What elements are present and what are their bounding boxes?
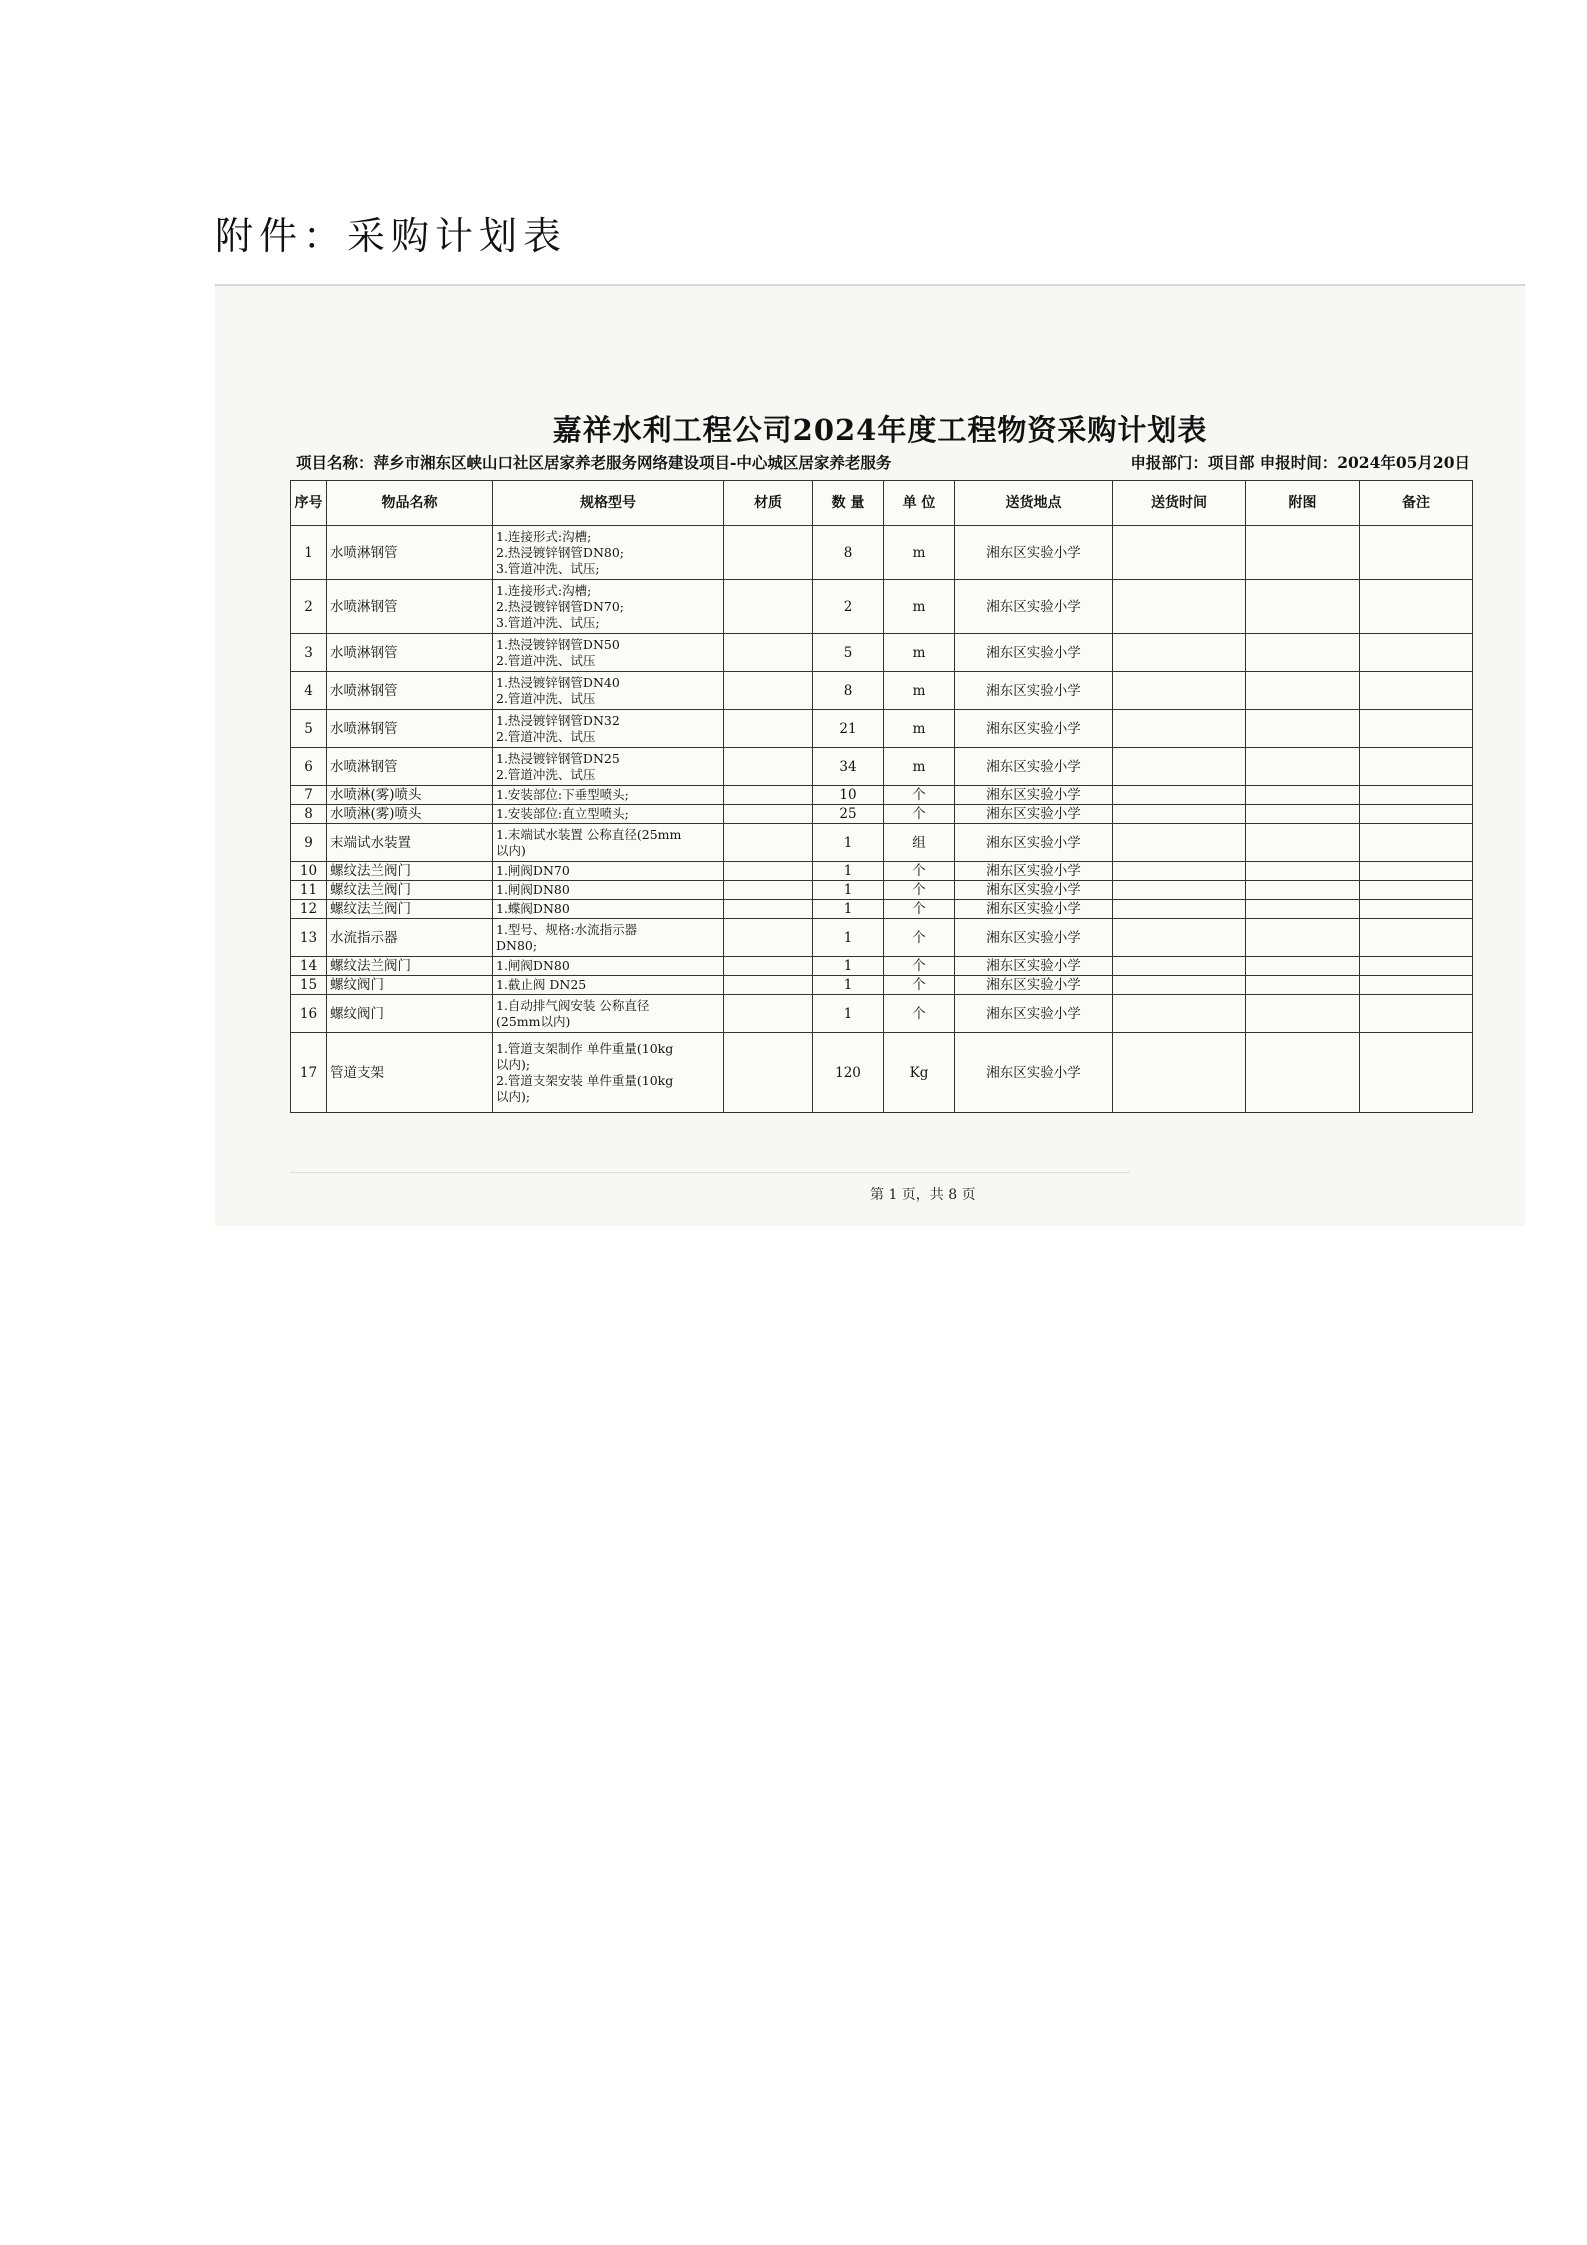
item-name: 水流指示器: [327, 919, 493, 957]
unit: Kg: [884, 1033, 955, 1113]
delivery-time-cell: [1113, 786, 1246, 805]
item-name: 管道支架: [327, 1033, 493, 1113]
remarks-cell: [1360, 957, 1473, 976]
col-header: 单 位: [884, 481, 955, 526]
attachment-cell: [1246, 900, 1360, 919]
row-number: 11: [291, 881, 327, 900]
unit: 个: [884, 976, 955, 995]
quantity: 1: [813, 881, 884, 900]
col-header: 材质: [724, 481, 813, 526]
quantity: 8: [813, 672, 884, 710]
col-header: 数 量: [813, 481, 884, 526]
scanned-document: [215, 284, 1525, 1226]
item-name: 水喷淋钢管: [327, 710, 493, 748]
remarks-cell: [1360, 881, 1473, 900]
project-name: 项目名称：萍乡市湘东区峡山口社区居家养老服务网络建设项目-中心城区居家养老服务: [296, 453, 892, 472]
item-spec: [493, 580, 724, 634]
quantity: 1: [813, 976, 884, 995]
col-header: 物品名称: [327, 481, 493, 526]
delivery-time-cell: [1113, 881, 1246, 900]
material-cell: [724, 881, 813, 900]
material-cell: [724, 957, 813, 976]
spec-line: 以内);: [496, 1088, 531, 1104]
row-number: 17: [291, 1033, 327, 1113]
item-name: 水喷淋钢管: [327, 672, 493, 710]
remarks-cell: [1360, 526, 1473, 580]
item-spec: [493, 824, 724, 862]
material-cell: [724, 976, 813, 995]
row-number: 4: [291, 672, 327, 710]
unit: 个: [884, 900, 955, 919]
unit: m: [884, 672, 955, 710]
quantity: 120: [813, 1033, 884, 1113]
attachment-cell: [1246, 957, 1360, 976]
delivery-time-cell: [1113, 634, 1246, 672]
procurement-table: [290, 480, 1473, 1113]
table-row: [291, 634, 1473, 672]
col-header: 送货地点: [955, 481, 1113, 526]
unit: 个: [884, 995, 955, 1033]
material-cell: [724, 710, 813, 748]
remarks-cell: [1360, 919, 1473, 957]
row-number: 9: [291, 824, 327, 862]
delivery-time-cell: [1113, 805, 1246, 824]
delivery-time-cell: [1113, 672, 1246, 710]
delivery-place: 湘东区实验小学: [955, 862, 1113, 881]
delivery-place: 湘东区实验小学: [955, 900, 1113, 919]
delivery-place: 湘东区实验小学: [955, 919, 1113, 957]
delivery-place: 湘东区实验小学: [955, 748, 1113, 786]
delivery-time-cell: [1113, 995, 1246, 1033]
item-spec: [493, 919, 724, 957]
attachment-cell: [1246, 526, 1360, 580]
item-name: 螺纹法兰阀门: [327, 900, 493, 919]
spec-line: 1.管道支架制作 单件重量(10kg: [496, 1040, 674, 1056]
material-cell: [724, 900, 813, 919]
unit: 个: [884, 957, 955, 976]
footer-divider: [290, 1172, 1130, 1173]
spec-line: 1.截止阀 DN25: [496, 977, 587, 992]
quantity: 34: [813, 748, 884, 786]
col-header: 规格型号: [493, 481, 724, 526]
unit: m: [884, 710, 955, 748]
item-spec: [493, 957, 724, 976]
attachment-cell: [1246, 580, 1360, 634]
spec-line: 以内): [496, 842, 526, 858]
item-spec: [493, 1033, 724, 1113]
quantity: 25: [813, 805, 884, 824]
remarks-cell: [1360, 748, 1473, 786]
delivery-place: 湘东区实验小学: [955, 957, 1113, 976]
quantity: 1: [813, 900, 884, 919]
item-name: 末端试水装置: [327, 824, 493, 862]
attachment-cell: [1246, 1033, 1360, 1113]
unit: 个: [884, 862, 955, 881]
dept-date: 申报部门：项目部 申报时间：2024年05月20日: [1130, 453, 1470, 472]
material-cell: [724, 862, 813, 881]
row-number: 8: [291, 805, 327, 824]
attachment-cell: [1246, 995, 1360, 1033]
item-spec: [493, 786, 724, 805]
remarks-cell: [1360, 862, 1473, 881]
remarks-cell: [1360, 710, 1473, 748]
unit: m: [884, 526, 955, 580]
delivery-place: 湘东区实验小学: [955, 995, 1113, 1033]
unit: 个: [884, 881, 955, 900]
table-row: [291, 580, 1473, 634]
item-name: 螺纹法兰阀门: [327, 881, 493, 900]
quantity: 8: [813, 526, 884, 580]
table-row: [291, 976, 1473, 995]
delivery-place: 湘东区实验小学: [955, 672, 1113, 710]
delivery-place: 湘东区实验小学: [955, 1033, 1113, 1113]
attachment-cell: [1246, 710, 1360, 748]
spec-line: 2.热浸镀锌钢管DN80;: [496, 544, 625, 560]
delivery-time-cell: [1113, 919, 1246, 957]
spec-line: 2.热浸镀锌钢管DN70;: [496, 598, 625, 614]
unit: 个: [884, 805, 955, 824]
spec-line: (25mm以内): [496, 1013, 571, 1029]
attachment-cell: [1246, 824, 1360, 862]
row-number: 6: [291, 748, 327, 786]
spec-line: 2.管道冲洗、试压: [496, 766, 596, 782]
remarks-cell: [1360, 634, 1473, 672]
item-spec: [493, 900, 724, 919]
spec-line: 3.管道冲洗、试压;: [496, 614, 600, 630]
item-spec: [493, 805, 724, 824]
table-row: [291, 672, 1473, 710]
col-header: 附图: [1246, 481, 1360, 526]
material-cell: [724, 786, 813, 805]
quantity: 1: [813, 862, 884, 881]
quantity: 1: [813, 995, 884, 1033]
item-spec: [493, 748, 724, 786]
spec-line: 1.自动排气阀安装 公称直径: [496, 997, 650, 1013]
row-number: 12: [291, 900, 327, 919]
row-number: 5: [291, 710, 327, 748]
item-name: 水喷淋钢管: [327, 580, 493, 634]
delivery-place: 湘东区实验小学: [955, 976, 1113, 995]
material-cell: [724, 634, 813, 672]
attachment-cell: [1246, 976, 1360, 995]
col-header: 序号: [291, 481, 327, 526]
delivery-time-cell: [1113, 710, 1246, 748]
delivery-time-cell: [1113, 1033, 1246, 1113]
table-row: [291, 805, 1473, 824]
spec-line: 1.闸阀DN80: [496, 958, 570, 973]
material-cell: [724, 919, 813, 957]
row-number: 14: [291, 957, 327, 976]
item-spec: [493, 526, 724, 580]
table-row: [291, 862, 1473, 881]
spec-line: 3.管道冲洗、试压;: [496, 560, 600, 576]
remarks-cell: [1360, 995, 1473, 1033]
spec-line: 1.连接形式:沟槽;: [496, 528, 592, 544]
document-title: 嘉祥水利工程公司2024年度工程物资采购计划表: [552, 413, 1208, 447]
quantity: 21: [813, 710, 884, 748]
remarks-cell: [1360, 580, 1473, 634]
material-cell: [724, 805, 813, 824]
item-name: 水喷淋(雾)喷头: [327, 805, 493, 824]
spec-line: 1.热浸镀锌钢管DN40: [496, 674, 620, 690]
material-cell: [724, 995, 813, 1033]
material-cell: [724, 824, 813, 862]
table-row: [291, 824, 1473, 862]
spec-line: 2.管道冲洗、试压: [496, 652, 596, 668]
spec-line: 2.管道支架安装 单件重量(10kg: [496, 1072, 674, 1088]
row-number: 16: [291, 995, 327, 1033]
item-spec: [493, 976, 724, 995]
spec-line: 1.安装部位:直立型喷头;: [496, 806, 629, 821]
remarks-cell: [1360, 805, 1473, 824]
delivery-place: 湘东区实验小学: [955, 881, 1113, 900]
row-number: 10: [291, 862, 327, 881]
spec-line: 1.闸阀DN70: [496, 863, 570, 878]
remarks-cell: [1360, 1033, 1473, 1113]
attachment-cell: [1246, 672, 1360, 710]
attachment-cell: [1246, 881, 1360, 900]
row-number: 15: [291, 976, 327, 995]
delivery-time-cell: [1113, 580, 1246, 634]
item-spec: [493, 634, 724, 672]
row-number: 3: [291, 634, 327, 672]
col-header: 备注: [1360, 481, 1473, 526]
table-body: [291, 526, 1473, 1113]
delivery-place: 湘东区实验小学: [955, 786, 1113, 805]
quantity: 5: [813, 634, 884, 672]
material-cell: [724, 526, 813, 580]
table-row: [291, 748, 1473, 786]
item-name: 螺纹阀门: [327, 976, 493, 995]
item-name: 螺纹阀门: [327, 995, 493, 1033]
table-row: [291, 1033, 1473, 1113]
unit: m: [884, 634, 955, 672]
remarks-cell: [1360, 900, 1473, 919]
row-number: 2: [291, 580, 327, 634]
delivery-time-cell: [1113, 957, 1246, 976]
item-spec: [493, 862, 724, 881]
quantity: 10: [813, 786, 884, 805]
delivery-place: 湘东区实验小学: [955, 710, 1113, 748]
material-cell: [724, 1033, 813, 1113]
remarks-cell: [1360, 976, 1473, 995]
spec-line: 1.热浸镀锌钢管DN32: [496, 712, 620, 728]
spec-line: 1.热浸镀锌钢管DN50: [496, 636, 620, 652]
attachment-cell: [1246, 634, 1360, 672]
item-name: 水喷淋(雾)喷头: [327, 786, 493, 805]
material-cell: [724, 580, 813, 634]
spec-line: 1.闸阀DN80: [496, 882, 570, 897]
row-number: 13: [291, 919, 327, 957]
spec-line: DN80;: [496, 937, 538, 953]
remarks-cell: [1360, 786, 1473, 805]
remarks-cell: [1360, 824, 1473, 862]
table-row: [291, 786, 1473, 805]
delivery-time-cell: [1113, 862, 1246, 881]
page-heading: 附件：采购计划表: [215, 214, 568, 258]
spec-line: 1.型号、规格:水流指示器: [496, 921, 638, 937]
table-row: [291, 957, 1473, 976]
item-spec: [493, 672, 724, 710]
row-number: 7: [291, 786, 327, 805]
attachment-cell: [1246, 862, 1360, 881]
delivery-time-cell: [1113, 748, 1246, 786]
table-row: [291, 995, 1473, 1033]
spec-line: 1.热浸镀锌钢管DN25: [496, 750, 620, 766]
spec-line: 1.安装部位:下垂型喷头;: [496, 787, 629, 802]
item-name: 水喷淋钢管: [327, 634, 493, 672]
delivery-time-cell: [1113, 900, 1246, 919]
table-row: [291, 919, 1473, 957]
spec-line: 2.管道冲洗、试压: [496, 690, 596, 706]
spec-line: 2.管道冲洗、试压: [496, 728, 596, 744]
unit: 个: [884, 786, 955, 805]
attachment-cell: [1246, 919, 1360, 957]
item-name: 螺纹法兰阀门: [327, 862, 493, 881]
quantity: 2: [813, 580, 884, 634]
attachment-cell: [1246, 786, 1360, 805]
spec-line: 1.蝶阀DN80: [496, 901, 570, 916]
table-row: [291, 526, 1473, 580]
unit: m: [884, 748, 955, 786]
delivery-place: 湘东区实验小学: [955, 824, 1113, 862]
spec-line: 1.末端试水装置 公称直径(25mm: [496, 826, 682, 842]
item-spec: [493, 995, 724, 1033]
attachment-cell: [1246, 748, 1360, 786]
attachment-cell: [1246, 805, 1360, 824]
item-spec: [493, 881, 724, 900]
delivery-time-cell: [1113, 824, 1246, 862]
delivery-place: 湘东区实验小学: [955, 634, 1113, 672]
item-name: 水喷淋钢管: [327, 526, 493, 580]
page-footer: 第 1 页，共 8 页: [870, 1187, 976, 1203]
table-header-row: [291, 481, 1473, 526]
unit: m: [884, 580, 955, 634]
delivery-time-cell: [1113, 976, 1246, 995]
unit: 组: [884, 824, 955, 862]
item-name: 水喷淋钢管: [327, 748, 493, 786]
document-meta: [290, 449, 1470, 475]
item-name: 螺纹法兰阀门: [327, 957, 493, 976]
table-row: [291, 881, 1473, 900]
remarks-cell: [1360, 672, 1473, 710]
delivery-place: 湘东区实验小学: [955, 580, 1113, 634]
material-cell: [724, 672, 813, 710]
col-header: 送货时间: [1113, 481, 1246, 526]
row-number: 1: [291, 526, 327, 580]
delivery-time-cell: [1113, 526, 1246, 580]
delivery-place: 湘东区实验小学: [955, 805, 1113, 824]
item-spec: [493, 710, 724, 748]
quantity: 1: [813, 919, 884, 957]
quantity: 1: [813, 824, 884, 862]
spec-line: 1.连接形式:沟槽;: [496, 582, 592, 598]
table-row: [291, 900, 1473, 919]
delivery-place: 湘东区实验小学: [955, 526, 1113, 580]
material-cell: [724, 748, 813, 786]
table-row: [291, 710, 1473, 748]
quantity: 1: [813, 957, 884, 976]
unit: 个: [884, 919, 955, 957]
spec-line: 以内);: [496, 1056, 531, 1072]
